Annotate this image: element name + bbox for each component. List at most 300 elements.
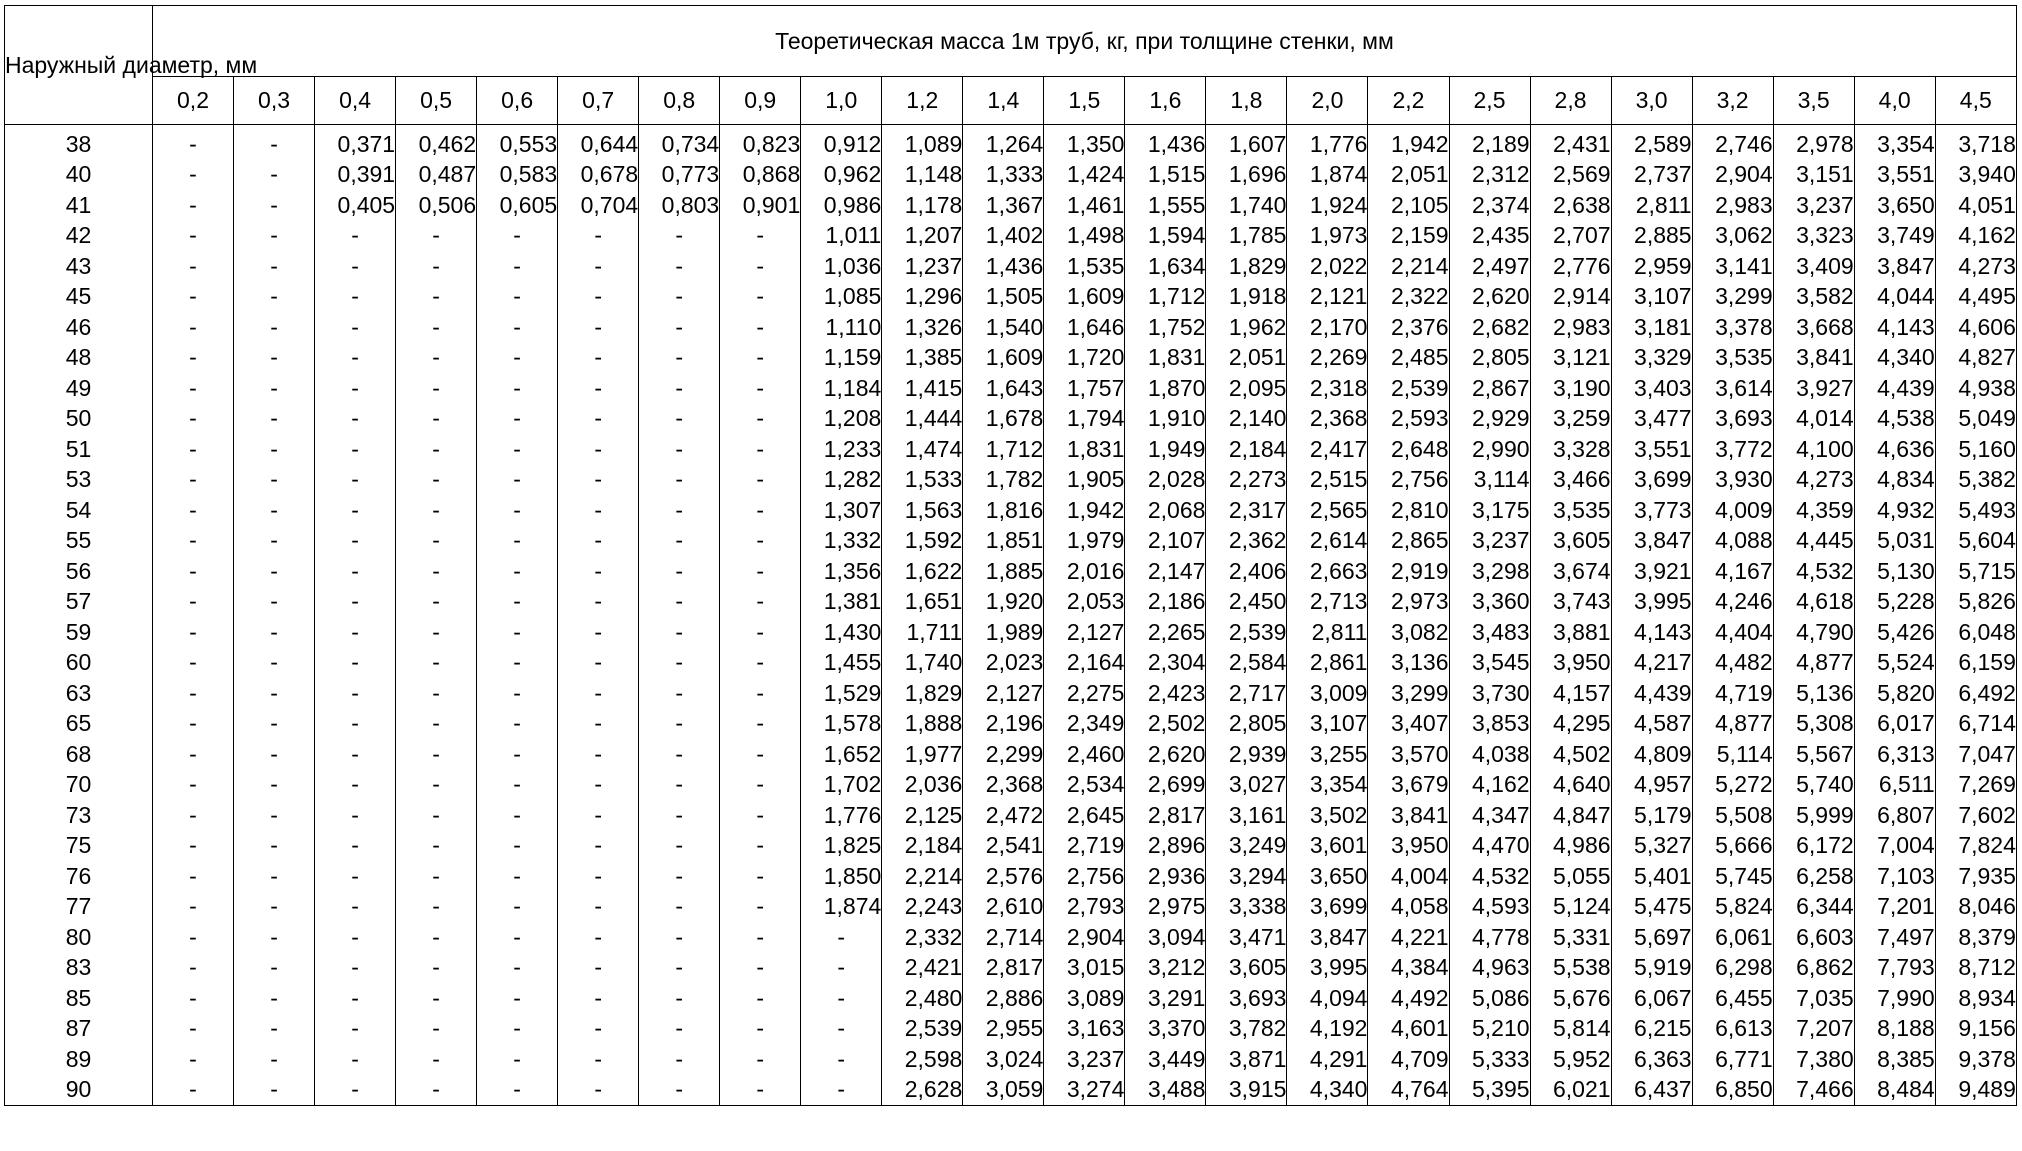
mass-cell: - [234,221,315,252]
mass-cell: 4,162 [1449,770,1530,801]
mass-cell: - [153,678,234,709]
mass-cell: - [396,922,477,953]
table-row [5,770,2017,801]
mass-cell: 2,919 [1368,556,1449,587]
mass-cell: 3,650 [1854,190,1935,221]
table-row [5,922,2017,953]
header-thickness-cell: 1,4 [963,77,1044,125]
mass-cell: - [396,617,477,648]
table-row [5,343,2017,374]
mass-cell: 4,809 [1611,739,1692,770]
mass-cell: 3,950 [1530,648,1611,679]
mass-cell: 5,952 [1530,1044,1611,1075]
mass-cell: 1,540 [963,312,1044,343]
mass-cell: - [234,922,315,953]
header-thickness-row [5,77,2017,125]
mass-cell: 2,480 [882,983,963,1014]
mass-cell: 5,745 [1692,861,1773,892]
table-row [5,251,2017,282]
mass-cell: 2,214 [1368,251,1449,282]
mass-cell: 1,332 [801,526,882,557]
mass-cell: - [720,251,801,282]
mass-cell: 3,024 [963,1044,1044,1075]
mass-cell: 3,082 [1368,617,1449,648]
mass-cell: - [234,129,315,160]
mass-cell: 5,031 [1854,526,1935,557]
mass-cell: - [477,1014,558,1045]
mass-cell: - [315,800,396,831]
mass-cell: - [639,251,720,282]
mass-cell: - [315,648,396,679]
mass-cell: 1,415 [882,373,963,404]
mass-cell: 3,354 [1287,770,1368,801]
mass-cell: - [234,434,315,465]
mass-cell: - [639,678,720,709]
mass-cell: 4,470 [1449,831,1530,862]
mass-cell: 1,498 [1044,221,1125,252]
mass-cell: 3,693 [1692,404,1773,435]
mass-cell: 3,483 [1449,617,1530,648]
mass-cell: - [153,800,234,831]
mass-cell: 2,886 [963,983,1044,1014]
mass-cell: 7,602 [1935,800,2016,831]
mass-cell: 3,782 [1206,1014,1287,1045]
mass-cell: - [639,617,720,648]
mass-cell: 2,614 [1287,526,1368,557]
mass-cell: 2,121 [1287,282,1368,313]
mass-cell: 2,189 [1449,129,1530,160]
mass-cell: 3,841 [1368,800,1449,831]
mass-cell: 1,942 [1044,495,1125,526]
mass-cell: - [153,221,234,252]
diameter-cell: 53 [5,465,153,496]
mass-cell: 1,678 [963,404,1044,435]
mass-cell: 4,246 [1692,587,1773,618]
mass-cell: 1,831 [1125,343,1206,374]
mass-cell: - [558,617,639,648]
mass-cell: - [396,221,477,252]
mass-cell: - [396,983,477,1014]
diameter-cell: 38 [5,129,153,160]
mass-cell: 2,699 [1125,770,1206,801]
mass-cell: 1,920 [963,587,1044,618]
mass-cell: 1,533 [882,465,963,496]
mass-cell: 1,424 [1044,160,1125,191]
mass-cell: 3,114 [1449,465,1530,496]
mass-cell: 2,539 [1368,373,1449,404]
mass-cell: - [234,709,315,740]
mass-cell: 3,107 [1611,282,1692,313]
mass-cell: 4,340 [1287,1075,1368,1106]
mass-cell: 1,924 [1287,190,1368,221]
mass-cell: 1,979 [1044,526,1125,557]
diameter-cell: 83 [5,953,153,984]
mass-cell: 3,298 [1449,556,1530,587]
mass-cell: - [558,251,639,282]
mass-cell: 6,771 [1692,1044,1773,1075]
mass-cell: 2,502 [1125,709,1206,740]
mass-cell: 1,782 [963,465,1044,496]
mass-cell: - [153,709,234,740]
mass-cell: 2,485 [1368,343,1449,374]
mass-cell: 3,089 [1044,983,1125,1014]
diameter-cell: 68 [5,739,153,770]
mass-cell: 3,136 [1368,648,1449,679]
table-body [5,129,2017,1106]
mass-cell: 3,370 [1125,1014,1206,1045]
diameter-cell: 75 [5,831,153,862]
mass-cell: - [153,556,234,587]
mass-cell: 1,461 [1044,190,1125,221]
mass-cell: 2,028 [1125,465,1206,496]
mass-cell: 5,715 [1935,556,2016,587]
mass-cell: 3,927 [1773,373,1854,404]
mass-cell: 2,638 [1530,190,1611,221]
mass-cell: 2,756 [1368,465,1449,496]
mass-cell: 3,841 [1773,343,1854,374]
mass-cell: 1,711 [882,617,963,648]
mass-cell: 4,636 [1854,434,1935,465]
mass-cell: 1,326 [882,312,963,343]
mass-cell: 3,605 [1206,953,1287,984]
diameter-cell: 49 [5,373,153,404]
header-title: Теоретическая масса 1м труб, кг, при толщине стенки, мм [153,6,2017,77]
mass-cell: 2,421 [882,953,963,984]
mass-cell: 3,323 [1773,221,1854,252]
mass-cell: 6,603 [1773,922,1854,953]
mass-cell: 0,901 [720,190,801,221]
mass-cell: - [234,1014,315,1045]
diameter-cell: 80 [5,922,153,953]
mass-cell: - [720,404,801,435]
mass-cell: 5,086 [1449,983,1530,1014]
mass-cell: 2,368 [963,770,1044,801]
mass-cell: 3,477 [1611,404,1692,435]
mass-cell: 2,304 [1125,648,1206,679]
mass-cell: 2,170 [1287,312,1368,343]
mass-cell: 2,717 [1206,678,1287,709]
mass-cell: 2,584 [1206,648,1287,679]
mass-cell: 1,515 [1125,160,1206,191]
mass-cell: - [477,800,558,831]
mass-cell: 5,666 [1692,831,1773,862]
mass-cell: 1,825 [801,831,882,862]
mass-cell: 0,773 [639,160,720,191]
mass-cell: 3,354 [1854,129,1935,160]
mass-cell: - [153,434,234,465]
mass-cell: 1,178 [882,190,963,221]
mass-cell: - [639,922,720,953]
mass-cell: - [558,678,639,709]
mass-cell: - [396,434,477,465]
mass-cell: 3,582 [1773,282,1854,313]
mass-cell: 4,004 [1368,861,1449,892]
mass-cell: 2,196 [963,709,1044,740]
mass-cell: 0,506 [396,190,477,221]
mass-cell: 1,829 [1206,251,1287,282]
mass-cell: 1,816 [963,495,1044,526]
mass-cell: 3,488 [1125,1075,1206,1106]
table-row [5,221,2017,252]
mass-cell: - [801,953,882,984]
mass-cell: 4,100 [1773,434,1854,465]
mass-cell: 2,628 [882,1075,963,1106]
header-thickness-cell: 1,0 [801,77,882,125]
mass-cell: 2,959 [1611,251,1692,282]
table-row [5,282,2017,313]
mass-cell: - [720,739,801,770]
mass-cell: 3,291 [1125,983,1206,1014]
mass-cell: 4,359 [1773,495,1854,526]
mass-cell: - [315,282,396,313]
mass-cell: 2,417 [1287,434,1368,465]
mass-cell: 3,107 [1287,709,1368,740]
mass-cell: 5,331 [1530,922,1611,953]
mass-cell: 4,295 [1530,709,1611,740]
mass-cell: 0,644 [558,129,639,160]
diameter-cell: 90 [5,1075,153,1106]
mass-cell: - [558,861,639,892]
mass-cell: 2,068 [1125,495,1206,526]
mass-cell: 5,210 [1449,1014,1530,1045]
mass-cell: - [315,861,396,892]
table-row [5,648,2017,679]
mass-cell: 2,450 [1206,587,1287,618]
mass-cell: 2,885 [1611,221,1692,252]
mass-cell: - [477,831,558,862]
table-row [5,953,2017,984]
mass-cell: - [477,1075,558,1106]
mass-cell: 2,147 [1125,556,1206,587]
mass-cell: 3,718 [1935,129,2016,160]
mass-cell: - [315,770,396,801]
mass-cell: 2,125 [882,800,963,831]
mass-cell: - [396,465,477,496]
mass-cell: 3,749 [1854,221,1935,252]
mass-cell: - [396,831,477,862]
mass-cell: - [558,953,639,984]
mass-cell: 1,757 [1044,373,1125,404]
mass-cell: 1,594 [1125,221,1206,252]
mass-cell: - [639,709,720,740]
mass-cell: - [315,709,396,740]
mass-cell: - [153,251,234,282]
mass-cell: 1,430 [801,617,882,648]
table-row [5,160,2017,191]
mass-cell: 3,535 [1692,343,1773,374]
mass-cell: - [720,495,801,526]
table-row [5,1075,2017,1106]
mass-cell: - [396,1014,477,1045]
mass-cell: 5,508 [1692,800,1773,831]
header-thickness-cell: 4,5 [1935,77,2016,125]
pipe-mass-table [4,5,2017,1106]
mass-cell: 1,505 [963,282,1044,313]
mass-cell: 2,273 [1206,465,1287,496]
mass-cell: 2,460 [1044,739,1125,770]
mass-cell: 3,015 [1044,953,1125,984]
mass-cell: 2,936 [1125,861,1206,892]
mass-cell: - [477,739,558,770]
mass-cell: - [153,343,234,374]
mass-cell: - [315,983,396,1014]
mass-cell: - [720,922,801,953]
mass-cell: - [315,343,396,374]
mass-cell: - [234,648,315,679]
mass-cell: 4,291 [1287,1044,1368,1075]
mass-cell: 3,853 [1449,709,1530,740]
mass-cell: 4,167 [1692,556,1773,587]
mass-cell: 4,986 [1530,831,1611,862]
mass-cell: - [234,1075,315,1106]
mass-cell: - [639,495,720,526]
mass-cell: - [639,1075,720,1106]
mass-cell: 4,143 [1854,312,1935,343]
mass-cell: - [234,770,315,801]
mass-cell: - [720,587,801,618]
mass-cell: - [720,221,801,252]
mass-cell: - [234,1044,315,1075]
mass-cell: 8,379 [1935,922,2016,953]
mass-cell: - [720,709,801,740]
mass-cell: - [234,343,315,374]
mass-cell: - [153,892,234,923]
mass-cell: - [396,648,477,679]
mass-cell: - [720,556,801,587]
mass-cell: 1,592 [882,526,963,557]
table-row [5,800,2017,831]
mass-cell: 2,472 [963,800,1044,831]
mass-cell: - [396,587,477,618]
mass-cell: 2,053 [1044,587,1125,618]
mass-cell: 1,148 [882,160,963,191]
header-thickness-cell: 2,8 [1530,77,1611,125]
mass-cell: - [315,1044,396,1075]
mass-cell: 2,023 [963,648,1044,679]
mass-cell: - [396,495,477,526]
mass-cell: 2,811 [1287,617,1368,648]
mass-cell: 5,919 [1611,953,1692,984]
mass-cell: - [234,739,315,770]
mass-cell: - [315,312,396,343]
mass-cell: - [396,800,477,831]
mass-cell: 6,363 [1611,1044,1692,1075]
mass-cell: - [801,983,882,1014]
mass-cell: - [720,373,801,404]
header-thickness-cell: 0,2 [153,77,234,125]
mass-cell: - [477,343,558,374]
mass-cell: - [720,983,801,1014]
mass-cell: 1,831 [1044,434,1125,465]
mass-cell: - [396,861,477,892]
mass-cell: - [153,587,234,618]
mass-cell: 1,752 [1125,312,1206,343]
mass-cell: 1,918 [1206,282,1287,313]
mass-cell: 5,333 [1449,1044,1530,1075]
mass-cell: 1,977 [882,739,963,770]
mass-cell: 1,905 [1044,465,1125,496]
mass-cell: 3,699 [1611,465,1692,496]
mass-cell: - [720,1014,801,1045]
mass-cell: 4,482 [1692,648,1773,679]
mass-cell: 3,141 [1692,251,1773,282]
diameter-cell: 54 [5,495,153,526]
table-row [5,312,2017,343]
mass-cell: 4,439 [1854,373,1935,404]
mass-cell: 1,634 [1125,251,1206,282]
mass-cell: 1,776 [801,800,882,831]
header-thickness-cell: 2,0 [1287,77,1368,125]
mass-cell: - [477,892,558,923]
mass-cell: 2,051 [1368,160,1449,191]
mass-cell: - [558,1014,639,1045]
mass-cell: - [558,709,639,740]
mass-cell: 1,609 [1044,282,1125,313]
table-row [5,556,2017,587]
mass-cell: 6,313 [1854,739,1935,770]
mass-cell: 5,308 [1773,709,1854,740]
mass-cell: 4,606 [1935,312,2016,343]
mass-cell: - [639,739,720,770]
mass-cell: 0,391 [315,160,396,191]
mass-cell: 2,939 [1206,739,1287,770]
diameter-cell: 48 [5,343,153,374]
mass-cell: - [720,678,801,709]
mass-cell: 4,384 [1368,953,1449,984]
mass-cell: 2,318 [1287,373,1368,404]
mass-cell: 3,062 [1692,221,1773,252]
mass-cell: - [558,343,639,374]
mass-cell: 3,847 [1854,251,1935,282]
mass-cell: - [315,434,396,465]
mass-cell: 3,921 [1611,556,1692,587]
mass-cell: 3,847 [1611,526,1692,557]
mass-cell: 3,407 [1368,709,1449,740]
mass-cell: 2,275 [1044,678,1125,709]
mass-cell: - [315,221,396,252]
mass-cell: 4,051 [1935,190,2016,221]
mass-cell: 3,360 [1449,587,1530,618]
mass-cell: 6,850 [1692,1075,1773,1106]
mass-cell: - [396,282,477,313]
mass-cell: 7,201 [1854,892,1935,923]
mass-cell: 2,127 [963,678,1044,709]
mass-cell: - [153,953,234,984]
mass-cell: - [396,678,477,709]
mass-cell: 9,156 [1935,1014,2016,1045]
mass-cell: 8,046 [1935,892,2016,923]
mass-cell: 2,973 [1368,587,1449,618]
mass-cell: 3,950 [1368,831,1449,862]
mass-cell: 1,529 [801,678,882,709]
table-row [5,190,2017,221]
mass-cell: 4,640 [1530,770,1611,801]
mass-cell: - [234,526,315,557]
mass-cell: 1,740 [1206,190,1287,221]
mass-cell: - [639,1044,720,1075]
mass-cell: - [234,190,315,221]
mass-cell: 5,179 [1611,800,1692,831]
mass-cell: 3,027 [1206,770,1287,801]
mass-cell: 1,436 [1125,129,1206,160]
table-row [5,404,2017,435]
mass-cell: 1,356 [801,556,882,587]
mass-cell: 4,877 [1773,648,1854,679]
mass-cell: 0,605 [477,190,558,221]
diameter-cell: 41 [5,190,153,221]
mass-cell: 1,702 [801,770,882,801]
mass-cell: - [477,922,558,953]
